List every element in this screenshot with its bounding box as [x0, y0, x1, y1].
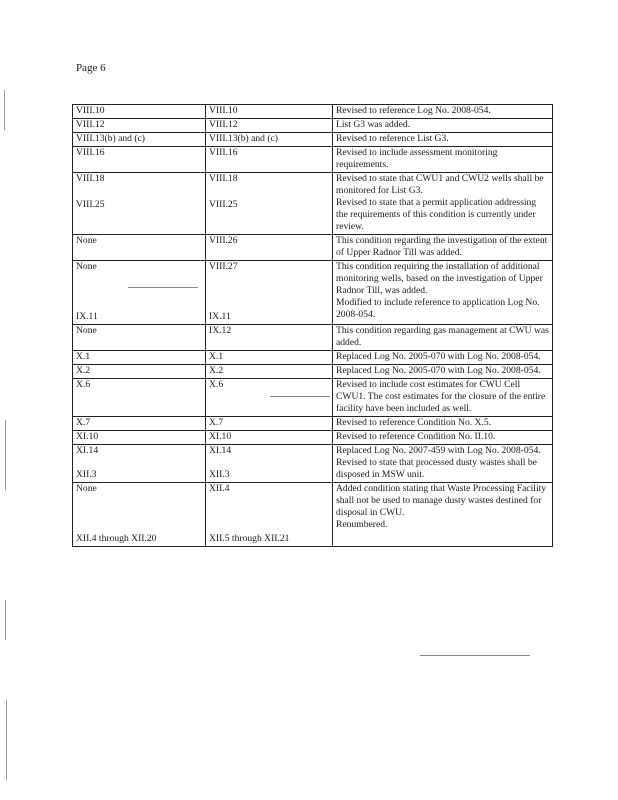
- scan-artifact: [4, 90, 5, 130]
- description: Added condition stating that Waste Processing Facility shall not be used to manage dusty wastes destined for disposal in CWU.: [336, 483, 547, 518]
- description-cell: [333, 483, 553, 547]
- new-condition-cell: [206, 483, 333, 547]
- table-row: [73, 105, 553, 119]
- scan-artifact: [6, 700, 7, 780]
- old-condition-cell: VIII.16: [73, 147, 206, 173]
- new-condition: VIII.18: [209, 173, 238, 184]
- scan-artifact: [5, 420, 6, 490]
- old-condition-cell: [73, 261, 206, 325]
- old-condition: IX.11: [76, 311, 98, 322]
- new-condition-cell: XI.10: [206, 431, 333, 445]
- old-condition: VIII.18: [76, 173, 105, 184]
- old-condition: VIII.25: [76, 199, 105, 210]
- old-condition-cell: None: [73, 325, 206, 351]
- table-row: [73, 483, 553, 547]
- new-condition: XII.4: [209, 483, 230, 494]
- old-condition: None: [76, 483, 97, 494]
- table-row: [73, 235, 553, 261]
- description-cell: Revised to reference Condition No. X.5.: [333, 417, 553, 431]
- old-condition-cell: VIII.13(b) and (c): [73, 133, 206, 147]
- old-condition: XII.4 through XII.20: [76, 533, 157, 544]
- new-condition: VIII.27: [209, 261, 238, 272]
- description-cell: Revised to reference List G3.: [333, 133, 553, 147]
- description: This condition requiring the installation of additional monitoring wells, based on the investigation of Upper Radnor Till, was added.: [336, 261, 543, 296]
- new-condition-cell: VIII.12: [206, 119, 333, 133]
- table-row: [73, 133, 553, 147]
- old-condition-cell: VIII.12: [73, 119, 206, 133]
- description: Revised to state that CWU1 and CWU2 wells shall be monitored for List G3.: [336, 173, 544, 196]
- table-row: [73, 417, 553, 431]
- scan-artifact: [270, 396, 330, 397]
- table-row: [73, 351, 553, 365]
- new-condition: XII.5 through XII.21: [209, 533, 290, 544]
- table-row: [73, 119, 553, 133]
- revisions-table: [72, 104, 553, 547]
- table-row: [73, 431, 553, 445]
- new-condition-cell: [206, 173, 333, 235]
- new-condition: XI.14: [209, 445, 232, 456]
- scan-artifact: [128, 287, 198, 288]
- table-row: [73, 261, 553, 325]
- old-condition-cell: [73, 173, 206, 235]
- description-cell: [333, 173, 553, 235]
- description-cell: Revised to include cost estimates for CWU Cell CWU1. The cost estimates for the closure of the entire facility have been included as well.: [333, 379, 553, 417]
- old-condition-cell: VIII.10: [73, 105, 206, 119]
- table-row: [73, 445, 553, 483]
- new-condition-cell: X.2: [206, 365, 333, 379]
- table-row: [73, 173, 553, 235]
- old-condition: None: [76, 261, 97, 272]
- description-cell: Replaced Log No. 2005-070 with Log No. 2008-054.: [333, 351, 553, 365]
- table-row: [73, 379, 553, 417]
- old-condition-cell: [73, 445, 206, 483]
- old-condition-cell: X.1: [73, 351, 206, 365]
- description-cell: [333, 261, 553, 325]
- new-condition-cell: IX.12: [206, 325, 333, 351]
- new-condition: VIII.25: [209, 199, 238, 210]
- description: Modified to include reference to application Log No. 2008-054.: [336, 297, 540, 320]
- scan-artifact: [5, 600, 6, 640]
- old-condition: XII.3: [76, 469, 97, 480]
- table-row: [73, 365, 553, 379]
- old-condition: XI.14: [76, 445, 99, 456]
- new-condition: XII.3: [209, 469, 230, 480]
- new-condition-cell: VIII.16: [206, 147, 333, 173]
- new-condition-cell: X.1: [206, 351, 333, 365]
- old-condition-cell: [73, 483, 206, 547]
- description: Renumbered.: [336, 519, 388, 530]
- description: Replaced Log No. 2007-459 with Log No. 2008-054.: [336, 445, 541, 456]
- description-cell: [333, 445, 553, 483]
- description-cell: This condition regarding the investigation of the extent of Upper Radnor Till was added.: [333, 235, 553, 261]
- description-cell: Replaced Log No. 2005-070 with Log No. 2008-054.: [333, 365, 553, 379]
- old-condition-cell: X.6: [73, 379, 206, 417]
- new-condition-cell: VIII.10: [206, 105, 333, 119]
- old-condition-cell: X.2: [73, 365, 206, 379]
- new-condition-cell: VIII.26: [206, 235, 333, 261]
- new-condition-cell: [206, 261, 333, 325]
- new-condition: IX.11: [209, 311, 231, 322]
- description: Revised to state that processed dusty wastes shall be disposed in MSW unit.: [336, 457, 537, 480]
- description-cell: List G3 was added.: [333, 119, 553, 133]
- description-cell: Revised to reference Log No. 2008-054.: [333, 105, 553, 119]
- new-condition-cell: X.6: [206, 379, 333, 417]
- description: Revised to state that a permit application addressing the requirements of this condition is currently under review.: [336, 197, 537, 232]
- old-condition-cell: None: [73, 235, 206, 261]
- scan-artifact: [420, 655, 530, 656]
- new-condition-cell: VIII.13(b) and (c): [206, 133, 333, 147]
- old-condition-cell: XI.10: [73, 431, 206, 445]
- description-cell: Revised to reference Condition No. II.10.: [333, 431, 553, 445]
- new-condition-cell: [206, 445, 333, 483]
- table-row: [73, 325, 553, 351]
- description-cell: Revised to include assessment monitoring requirements.: [333, 147, 553, 173]
- old-condition-cell: X.7: [73, 417, 206, 431]
- table-row: [73, 147, 553, 173]
- description-cell: This condition regarding gas management at CWU was added.: [333, 325, 553, 351]
- page-number: Page 6: [76, 62, 106, 74]
- new-condition-cell: X.7: [206, 417, 333, 431]
